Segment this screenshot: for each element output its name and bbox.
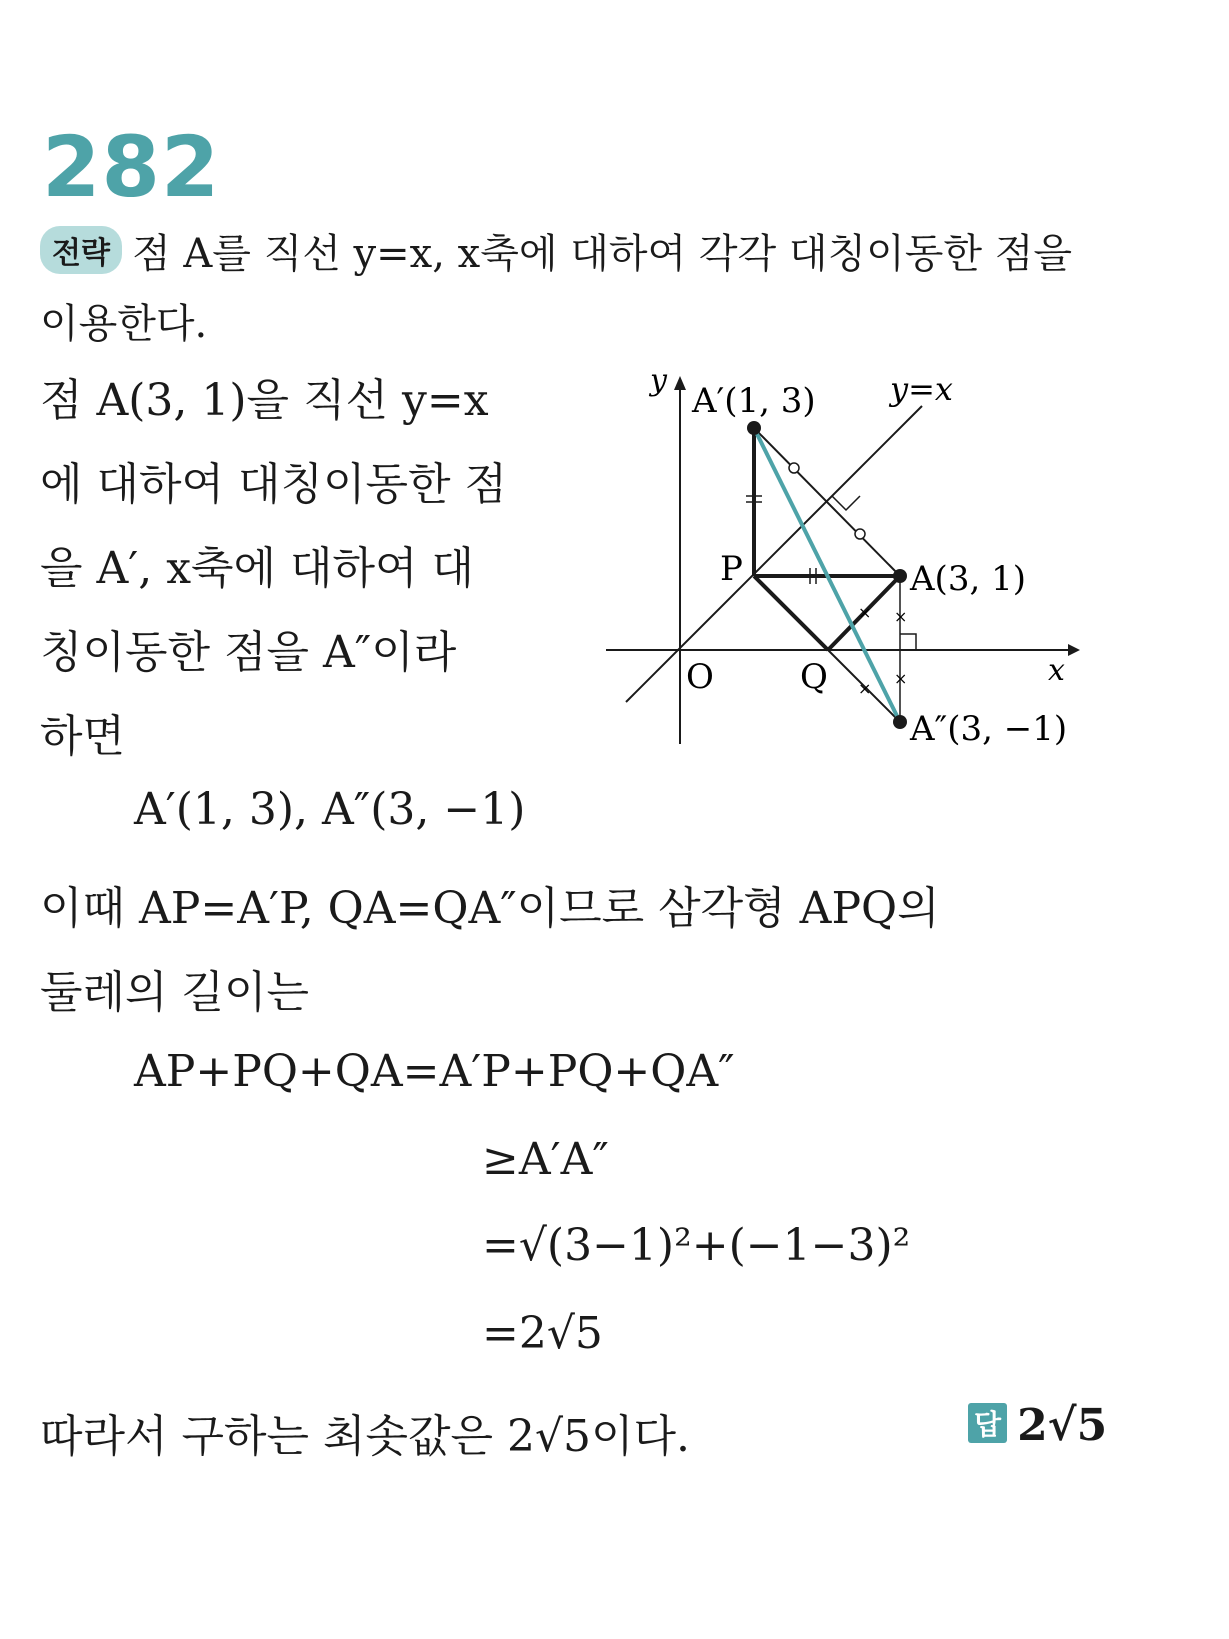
strategy-line-2: 이용한다. [40,301,208,347]
x-axis-label: x [1048,653,1065,688]
solution-line-1: 점 A(3, 1)을 직선 y=x [40,375,489,426]
equation-1: AP+PQ+QA=A′P+PQ+QA″ [134,1046,735,1097]
answer-box [968,1400,1107,1451]
label-a: A(3, 1) [910,559,1026,599]
point-a [893,569,907,583]
coords-line: A′(1, 3), A″(3, −1) [134,784,526,835]
conclusion-line: 따라서 구하는 최솟값은 2√5이다. [40,1411,691,1462]
reflection-figure [600,360,1120,760]
y-axis-label: y [650,363,667,398]
solution-line-3: 을 A′, x축에 대하여 대 [40,543,475,594]
strategy-badge: 전략 [40,226,122,274]
origin-label: O [686,657,714,697]
solution-line-4: 칭이동한 점을 A″이라 [40,627,457,678]
right-angle-mark-2 [900,634,916,650]
segment-p-q [754,576,828,650]
cross-mark-4: × [858,679,872,698]
equation-4: =2√5 [482,1308,603,1359]
right-angle-mark-1 [832,496,860,510]
equation-2: ≥A′A″ [482,1134,609,1185]
solution-line-2: 에 대하여 대칭이동한 점 [40,459,507,510]
cross-mark-3: × [858,603,872,622]
strategy-line-1 [40,222,1072,279]
answer-badge: 답 [968,1403,1007,1443]
cross-mark-2: × [894,669,908,688]
problem-number: 282 [42,118,221,216]
point-a-dprime [893,715,907,729]
point-a-prime [747,421,761,435]
y-axis-arrow [674,376,686,390]
since-line: 이때 AP=A′P, QA=QA″이므로 삼각형 APQ의 [40,883,940,934]
equal-mark-circle-1 [789,463,799,473]
perimeter-line: 둘레의 길이는 [40,967,310,1018]
label-a-prime: A′(1, 3) [692,381,816,421]
answer-value: 2√5 [1017,1400,1108,1451]
label-p: P [720,549,743,589]
solution-line-5: 하면 [40,711,126,762]
equation-3: =√(3−1)²+(−1−3)² [482,1220,911,1271]
strategy-text-1: 점 A를 직선 y=x, x축에 대하여 각각 대칭이동한 점을 [131,231,1073,277]
equal-mark-circle-2 [855,529,865,539]
label-a-dprime: A″(3, −1) [910,709,1068,749]
line-label: y=x [890,370,953,408]
label-q: Q [800,657,828,697]
x-axis-arrow [1068,644,1080,656]
cross-mark-1: × [894,607,908,626]
